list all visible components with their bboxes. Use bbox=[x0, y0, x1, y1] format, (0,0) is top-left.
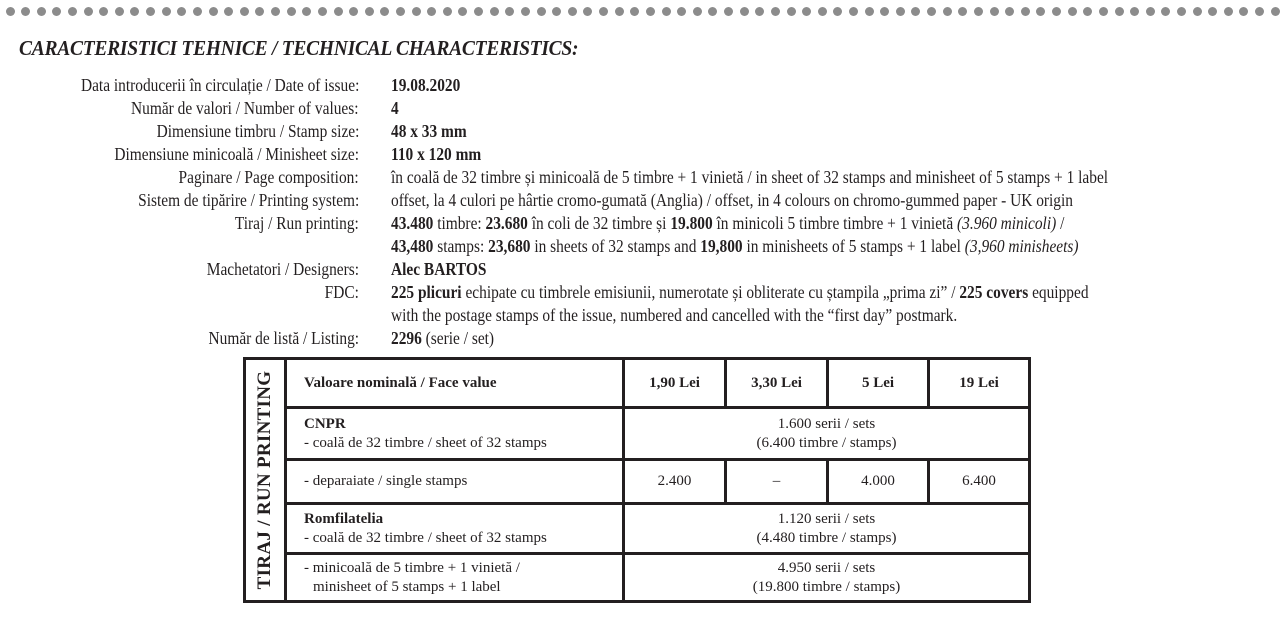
text: stamps: bbox=[433, 236, 489, 256]
divider-dot bbox=[271, 7, 280, 16]
sets-count: 1.600 serii / sets bbox=[777, 415, 876, 432]
divider-dot bbox=[1193, 7, 1202, 16]
header-value-4 bbox=[930, 360, 1028, 409]
divider-dot bbox=[615, 7, 624, 16]
divider-dot bbox=[21, 7, 30, 16]
spec-printing-system bbox=[0, 189, 1280, 212]
divider-dot bbox=[505, 7, 514, 16]
spec-designers bbox=[0, 258, 1280, 281]
header-label: Valoare nominală / Face value bbox=[304, 374, 497, 391]
divider-dot bbox=[427, 7, 436, 16]
divider-dot bbox=[849, 7, 858, 16]
divider-dot bbox=[818, 7, 827, 16]
face-value: 19 Lei bbox=[959, 374, 999, 391]
divider-dot bbox=[833, 7, 842, 16]
divider-dot bbox=[6, 7, 15, 16]
divider-dot bbox=[927, 7, 936, 16]
spec-stamp-size bbox=[0, 120, 1280, 143]
spec-label: Număr de valori / Number of values: bbox=[131, 98, 359, 118]
divider-dot bbox=[1005, 7, 1014, 16]
divider-dot bbox=[380, 7, 389, 16]
divider-dot bbox=[599, 7, 608, 16]
spec-value: 48 x 33 mm bbox=[391, 121, 467, 141]
divider-dot bbox=[521, 7, 530, 16]
cnpr-sub: - coală de 32 timbre / sheet of 32 stamps bbox=[304, 434, 547, 451]
divider-dot bbox=[724, 7, 733, 16]
spec-date-of-issue bbox=[0, 74, 1280, 97]
divider-dot bbox=[349, 7, 358, 16]
minisheet-label-ro: - minicoală de 5 timbre + 1 vinietă / bbox=[304, 559, 520, 576]
total-count: 43,480 bbox=[391, 236, 434, 256]
divider-dot bbox=[162, 7, 171, 16]
cnpr-title: CNPR bbox=[304, 415, 346, 432]
divider-dot bbox=[1271, 7, 1280, 16]
single-value-3 bbox=[829, 461, 930, 505]
minisheet-label-en: minisheet of 5 stamps + 1 label bbox=[313, 578, 501, 595]
divider-dot bbox=[115, 7, 124, 16]
text: echipate cu timbrele emisiunii, numerotate și obliterate cu ștampila „prima zi” / bbox=[461, 282, 960, 302]
divider-dot bbox=[990, 7, 999, 16]
divider-dot bbox=[240, 7, 249, 16]
header-face-value bbox=[287, 360, 625, 409]
row-cnpr-value bbox=[625, 409, 1028, 461]
spec-label: Machetatori / Designers: bbox=[206, 259, 359, 279]
face-value: 5 Lei bbox=[861, 374, 895, 391]
divider-dot bbox=[583, 7, 592, 16]
divider-dot bbox=[365, 7, 374, 16]
text: in minisheets of 5 stamps + 1 label bbox=[742, 236, 965, 256]
sets-count: 1.120 serii / sets bbox=[777, 510, 876, 527]
side-label-text: TIRAJ / RUN PRINTING bbox=[254, 370, 275, 590]
divider-dot bbox=[771, 7, 780, 16]
divider-dot bbox=[1021, 7, 1030, 16]
sets-count: 4.950 serii / sets bbox=[777, 559, 876, 576]
header-value-2 bbox=[727, 360, 829, 409]
face-value: 3,30 Lei bbox=[751, 374, 802, 391]
fdc-line-1 bbox=[391, 281, 1089, 304]
stamps-count: (6.400 timbre / stamps) bbox=[756, 434, 897, 451]
divider-dot bbox=[302, 7, 311, 16]
spec-listing bbox=[0, 327, 1280, 350]
text: in sheets of 32 stamps and bbox=[530, 236, 701, 256]
stamps-count: (19.800 timbre / stamps) bbox=[752, 578, 901, 595]
listing-number: 2296 bbox=[391, 328, 422, 348]
listing-suffix: (serie / set) bbox=[421, 328, 495, 348]
divider-dot bbox=[1036, 7, 1045, 16]
spec-value: 19.08.2020 bbox=[391, 75, 461, 95]
divider-dot bbox=[911, 7, 920, 16]
divider-dot bbox=[693, 7, 702, 16]
divider-dot bbox=[880, 7, 889, 16]
divider-dot bbox=[474, 7, 483, 16]
divider-dot bbox=[537, 7, 546, 16]
technical-specs bbox=[0, 74, 1280, 350]
spec-page-composition bbox=[0, 166, 1280, 189]
divider-dot bbox=[755, 7, 764, 16]
divider-dot bbox=[1239, 7, 1248, 16]
single-count: 4.000 bbox=[861, 473, 895, 489]
divider-dot bbox=[1255, 7, 1264, 16]
run-printing-ro bbox=[391, 212, 1079, 235]
divider-dot bbox=[1099, 7, 1108, 16]
sheet-count: 23.680 bbox=[485, 213, 528, 233]
divider-dot bbox=[130, 7, 139, 16]
text: equipped bbox=[1028, 282, 1089, 302]
spec-run-printing bbox=[0, 212, 1280, 258]
stamps-count: (4.480 timbre / stamps) bbox=[756, 529, 897, 546]
covers-count-ro: 225 plicuri bbox=[391, 282, 462, 302]
spec-label: Sistem de tipărire / Printing system: bbox=[137, 190, 359, 210]
divider-dot bbox=[1068, 7, 1077, 16]
minisheet-note: (3,960 minisheets) bbox=[964, 236, 1079, 256]
text: timbre: bbox=[433, 213, 486, 233]
header-value-1 bbox=[625, 360, 727, 409]
single-value-2 bbox=[727, 461, 829, 505]
divider-dot bbox=[1146, 7, 1155, 16]
romfilatelia-title: Romfilatelia bbox=[304, 510, 384, 527]
divider-dot bbox=[52, 7, 61, 16]
divider-dot bbox=[318, 7, 327, 16]
text: în coli de 32 timbre și bbox=[527, 213, 671, 233]
sheet-count: 23,680 bbox=[488, 236, 531, 256]
row-romfilatelia-label bbox=[287, 505, 625, 555]
divider-dot bbox=[177, 7, 186, 16]
spec-label: Tiraj / Run printing: bbox=[235, 213, 359, 233]
row-cnpr-label bbox=[287, 409, 625, 461]
spec-number-of-values bbox=[0, 97, 1280, 120]
row-minisheet-value bbox=[625, 555, 1028, 600]
divider-dot bbox=[865, 7, 874, 16]
divider-dot bbox=[1161, 7, 1170, 16]
divider-dot bbox=[1115, 7, 1124, 16]
divider-dot bbox=[396, 7, 405, 16]
table-side-label bbox=[246, 360, 287, 600]
divider-dot bbox=[68, 7, 77, 16]
text: în minicoli 5 timbre timbre + 1 vinietă bbox=[712, 213, 958, 233]
divider-dot bbox=[708, 7, 717, 16]
face-value: 1,90 Lei bbox=[649, 374, 700, 391]
divider-dot bbox=[146, 7, 155, 16]
section-heading: CARACTERISTICI TEHNICE / TECHNICAL CHARACTERISTICS: bbox=[19, 36, 579, 60]
divider-dot bbox=[1083, 7, 1092, 16]
spec-label: Număr de listă / Listing: bbox=[208, 328, 359, 348]
single-count: 6.400 bbox=[962, 473, 996, 489]
divider-dot bbox=[412, 7, 421, 16]
divider-dot bbox=[287, 7, 296, 16]
divider-dot bbox=[1130, 7, 1139, 16]
divider-dot bbox=[677, 7, 686, 16]
divider-dot bbox=[1224, 7, 1233, 16]
row-romfilatelia-value bbox=[625, 505, 1028, 555]
divider-dot bbox=[84, 7, 93, 16]
divider-dot bbox=[896, 7, 905, 16]
divider-dot bbox=[787, 7, 796, 16]
dotted-divider bbox=[0, 7, 1280, 17]
divider-dot bbox=[958, 7, 967, 16]
divider-dot bbox=[552, 7, 561, 16]
divider-dot bbox=[334, 7, 343, 16]
divider-dot bbox=[443, 7, 452, 16]
divider-dot bbox=[224, 7, 233, 16]
divider-dot bbox=[458, 7, 467, 16]
header-value-3 bbox=[829, 360, 930, 409]
spec-value: 110 x 120 mm bbox=[391, 144, 482, 164]
divider-dot bbox=[646, 7, 655, 16]
divider-dot bbox=[974, 7, 983, 16]
minisheet-count: 19.800 bbox=[670, 213, 713, 233]
spec-minisheet-size bbox=[0, 143, 1280, 166]
divider-dot bbox=[490, 7, 499, 16]
spec-value: în coală de 32 timbre și minicoală de 5 timbre + 1 vinietă / in sheet of 32 stamps and minisheet of 5 stamps + 1 label bbox=[391, 167, 1109, 187]
covers-count-en: 225 covers bbox=[959, 282, 1029, 302]
divider-dot bbox=[662, 7, 671, 16]
fdc-line-2: with the postage stamps of the issue, numbered and cancelled with the “first day” postmark. bbox=[391, 305, 958, 325]
spec-label: Paginare / Page composition: bbox=[178, 167, 359, 187]
text: / bbox=[1056, 213, 1065, 233]
single-count: – bbox=[772, 473, 781, 489]
row-single-label bbox=[287, 461, 625, 505]
spec-label: Dimensiune timbru / Stamp size: bbox=[156, 121, 359, 141]
divider-dot bbox=[193, 7, 202, 16]
minisheet-note: (3.960 minicoli) bbox=[957, 213, 1057, 233]
divider-dot bbox=[568, 7, 577, 16]
divider-dot bbox=[255, 7, 264, 16]
divider-dot bbox=[630, 7, 639, 16]
run-printing-en bbox=[391, 235, 1079, 258]
divider-dot bbox=[802, 7, 811, 16]
minisheet-count: 19,800 bbox=[700, 236, 743, 256]
spec-value: Alec BARTOS bbox=[391, 259, 487, 279]
spec-label: FDC: bbox=[324, 282, 359, 302]
divider-dot bbox=[1208, 7, 1217, 16]
single-label: - deparaiate / single stamps bbox=[304, 473, 468, 489]
run-printing-table bbox=[243, 357, 1031, 603]
romfilatelia-sub: - coală de 32 timbre / sheet of 32 stamps bbox=[304, 529, 547, 546]
single-value-1 bbox=[625, 461, 727, 505]
spec-label: Data introducerii în circulație / Date of issue: bbox=[80, 75, 359, 95]
row-minisheet-label bbox=[287, 555, 625, 600]
single-count: 2.400 bbox=[657, 473, 692, 489]
divider-dot bbox=[943, 7, 952, 16]
divider-dot bbox=[740, 7, 749, 16]
divider-dot bbox=[99, 7, 108, 16]
divider-dot bbox=[1052, 7, 1061, 16]
total-count: 43.480 bbox=[391, 213, 434, 233]
divider-dot bbox=[37, 7, 46, 16]
spec-value: offset, la 4 culori pe hârtie cromo-gumată (Anglia) / offset, in 4 colours on chromo-gummed paper - UK origin bbox=[391, 190, 1073, 210]
divider-dot bbox=[209, 7, 218, 16]
single-value-4 bbox=[930, 461, 1028, 505]
divider-dot bbox=[1177, 7, 1186, 16]
spec-label: Dimensiune minicoală / Minisheet size: bbox=[114, 144, 359, 164]
spec-fdc bbox=[0, 281, 1280, 327]
spec-value: 4 bbox=[391, 98, 399, 118]
